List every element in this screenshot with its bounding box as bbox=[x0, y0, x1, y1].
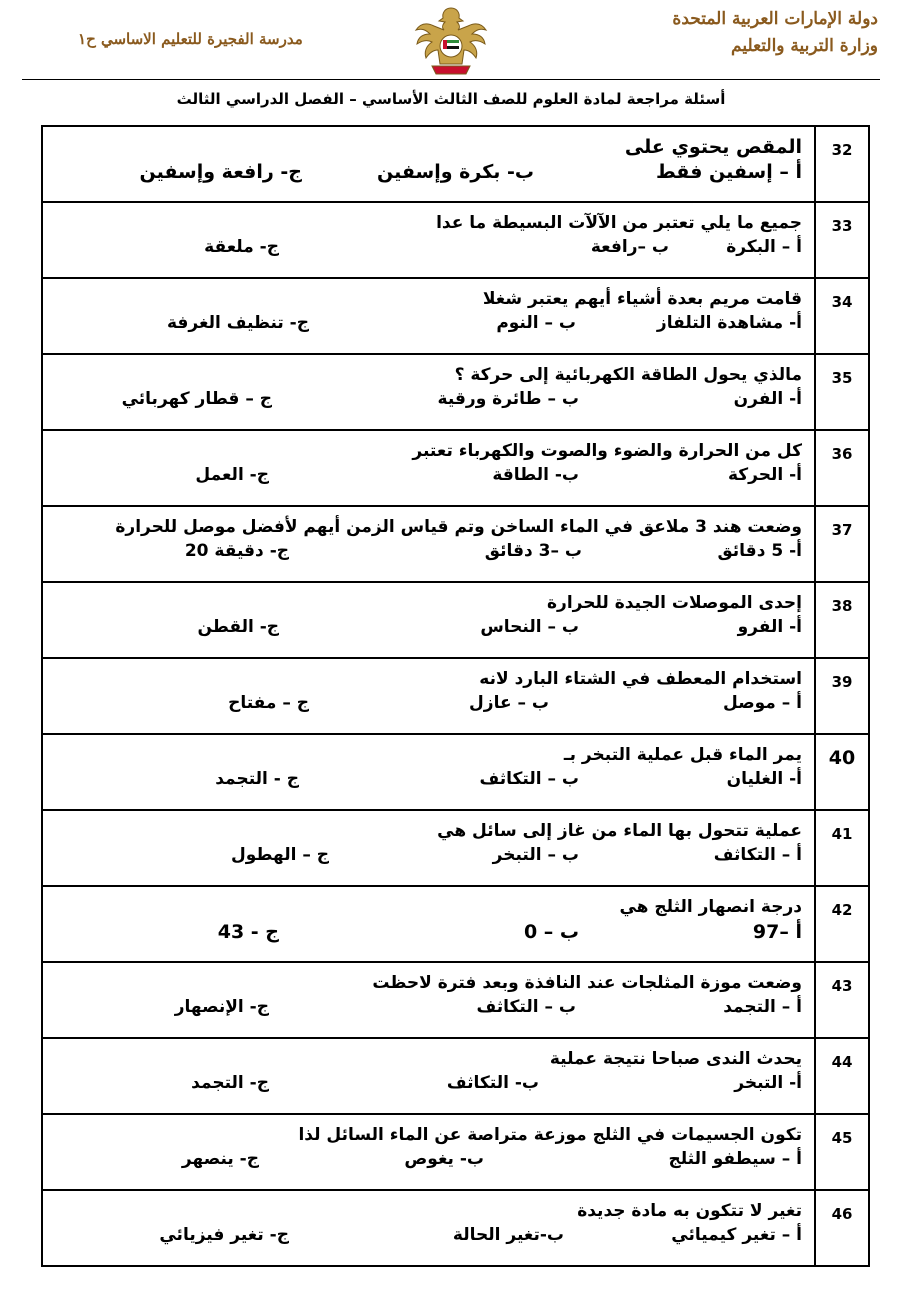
question-text: المقص يحتوي على bbox=[624, 136, 802, 158]
options-row bbox=[55, 1073, 802, 1103]
option-a: أ – موصل bbox=[723, 693, 802, 713]
question-cell bbox=[42, 582, 815, 658]
header-right bbox=[672, 6, 878, 60]
options-row bbox=[55, 1225, 802, 1255]
question-number: 34 bbox=[815, 278, 869, 354]
option-c: ج- الإنصهار bbox=[174, 997, 269, 1017]
option-b: ب – 0 bbox=[523, 921, 579, 943]
option-b: ب- التكاثف bbox=[446, 1073, 539, 1093]
table-row bbox=[42, 962, 869, 1038]
option-a: أ- الفرو bbox=[737, 617, 802, 637]
option-b: ب – النوم bbox=[496, 313, 576, 333]
ministry-name: وزارة التربية والتعليم bbox=[731, 36, 878, 56]
question-cell bbox=[42, 734, 815, 810]
option-a: أ- الفرن bbox=[733, 389, 802, 409]
question-cell bbox=[42, 126, 815, 202]
question-text: عملية تتحول بها الماء من غاز إلى سائل هي bbox=[437, 821, 802, 841]
option-b: ب – النحاس bbox=[480, 617, 579, 637]
question-text: وضعت هند 3 ملاعق في الماء الساخن وتم قياس الزمن أيهم لأفضل موصل للحرارة bbox=[115, 517, 802, 537]
option-c: ج- رافعة وإسفين bbox=[139, 161, 302, 183]
table-row bbox=[42, 430, 869, 506]
question-text: درجة انصهار الثلج هي bbox=[619, 897, 802, 917]
country-name: دولة الإمارات العربية المتحدة bbox=[672, 9, 878, 29]
option-a: أ – تغير كيميائي bbox=[671, 1225, 802, 1245]
question-number: 39 bbox=[815, 658, 869, 734]
question-number: 45 bbox=[815, 1114, 869, 1190]
option-b: ب- الطاقة bbox=[492, 465, 579, 485]
option-b: ب –رافعة bbox=[590, 237, 669, 257]
option-c: ج- ينصهر bbox=[181, 1149, 259, 1169]
option-c: ج- تنظيف الغرفة bbox=[166, 313, 309, 333]
option-b: ب – طائرة ورقية bbox=[437, 389, 579, 409]
uae-emblem-icon bbox=[412, 4, 490, 78]
table-row bbox=[42, 658, 869, 734]
options-row bbox=[55, 693, 802, 723]
question-text: مالذي يحول الطاقة الكهربائية إلى حركة ؟ bbox=[454, 365, 802, 385]
options-row bbox=[55, 617, 802, 647]
question-number: 32 bbox=[815, 126, 869, 202]
question-number: 33 bbox=[815, 202, 869, 278]
question-cell bbox=[42, 1190, 815, 1266]
question-cell bbox=[42, 278, 815, 354]
question-text: يمر الماء قبل عملية التبخر بـ bbox=[563, 745, 802, 765]
table-row bbox=[42, 278, 869, 354]
question-cell bbox=[42, 506, 815, 582]
question-text: استخدام المعطف في الشتاء البارد لانه bbox=[479, 669, 802, 689]
option-a: أ – التكاثف bbox=[713, 845, 802, 865]
options-row bbox=[55, 921, 802, 951]
options-row bbox=[55, 541, 802, 571]
options-row bbox=[55, 313, 802, 343]
option-b: ب –3 دقائق bbox=[484, 541, 582, 561]
option-b: ب-تغير الحالة bbox=[452, 1225, 564, 1245]
option-a: أ- الغليان bbox=[726, 769, 802, 789]
option-c: ج - 43 bbox=[217, 921, 279, 943]
option-c: ج- دقيقة 20 bbox=[184, 541, 289, 561]
option-b: ب- يغوص bbox=[404, 1149, 484, 1169]
option-c: ج- ملعقة bbox=[204, 237, 279, 257]
options-row bbox=[55, 465, 802, 495]
table-row bbox=[42, 810, 869, 886]
option-b: ب – التبخر bbox=[492, 845, 579, 865]
option-c: ج - التجمد bbox=[215, 769, 299, 789]
question-cell bbox=[42, 658, 815, 734]
question-cell bbox=[42, 1114, 815, 1190]
question-text: إحدى الموصلات الجيدة للحرارة bbox=[547, 593, 802, 613]
options-row bbox=[55, 1149, 802, 1179]
table-row bbox=[42, 1190, 869, 1266]
option-a: أ- الحركة bbox=[727, 465, 802, 485]
table-row bbox=[42, 506, 869, 582]
question-number: 41 bbox=[815, 810, 869, 886]
option-c: ج – قطار كهربائي bbox=[121, 389, 272, 409]
question-number: 40 bbox=[815, 734, 869, 810]
table-row bbox=[42, 886, 869, 962]
options-row bbox=[55, 389, 802, 419]
option-c: ج- العمل bbox=[195, 465, 269, 485]
options-row bbox=[55, 161, 802, 191]
header-divider bbox=[22, 79, 880, 80]
question-number: 42 bbox=[815, 886, 869, 962]
option-b: ب – التكاثف bbox=[476, 997, 576, 1017]
question-text: يحدث الندى صباحا نتيجة عملية bbox=[549, 1049, 802, 1069]
question-cell bbox=[42, 354, 815, 430]
question-cell bbox=[42, 430, 815, 506]
question-number: 35 bbox=[815, 354, 869, 430]
option-c: ج – الهطول bbox=[231, 845, 329, 865]
option-a: أ- 5 دقائق bbox=[717, 541, 802, 561]
question-number: 43 bbox=[815, 962, 869, 1038]
options-row bbox=[55, 845, 802, 875]
option-c: ج- تغير فيزيائي bbox=[159, 1225, 289, 1245]
option-b: ب- بكرة وإسفين bbox=[377, 161, 534, 183]
question-number: 38 bbox=[815, 582, 869, 658]
option-c: ج- القطن bbox=[197, 617, 279, 637]
question-cell bbox=[42, 962, 815, 1038]
question-text: وضعت موزة المثلجات عند النافذة وبعد فترة لاحظت bbox=[372, 973, 802, 993]
question-number: 46 bbox=[815, 1190, 869, 1266]
options-row bbox=[55, 237, 802, 267]
question-number: 44 bbox=[815, 1038, 869, 1114]
question-cell bbox=[42, 202, 815, 278]
question-cell bbox=[42, 1038, 815, 1114]
question-number: 36 bbox=[815, 430, 869, 506]
question-text: كل من الحرارة والضوء والصوت والكهرباء تعتبر bbox=[412, 441, 802, 461]
option-a: أ- التبخر bbox=[734, 1073, 802, 1093]
page-title: أسئلة مراجعة لمادة العلوم للصف الثالث الأساسي – الفصل الدراسي الثالث bbox=[176, 90, 726, 108]
option-a: أ – التجمد bbox=[723, 997, 802, 1017]
table-row bbox=[42, 1114, 869, 1190]
option-a: أ – إسفين فقط bbox=[655, 161, 802, 183]
question-number: 37 bbox=[815, 506, 869, 582]
option-c: ج – مفتاح bbox=[228, 693, 309, 713]
table-row bbox=[42, 1038, 869, 1114]
question-text: جميع ما يلي تعتبر من الآلآت البسيطة ما عدا bbox=[436, 213, 802, 233]
school-name: مدرسة الفجيرة للتعليم الاساسي ح١ bbox=[78, 30, 303, 48]
table-row bbox=[42, 126, 869, 202]
options-row bbox=[55, 997, 802, 1027]
question-text: قامت مريم بعدة أشياء أيهم يعتبر شغلا bbox=[482, 289, 802, 309]
question-cell bbox=[42, 810, 815, 886]
option-b: ب – عازل bbox=[469, 693, 549, 713]
option-a: أ –97 bbox=[752, 921, 802, 943]
option-a: أ- مشاهدة التلفاز bbox=[656, 313, 802, 333]
table-row bbox=[42, 202, 869, 278]
question-cell bbox=[42, 886, 815, 962]
table-row bbox=[42, 734, 869, 810]
options-row bbox=[55, 769, 802, 799]
questions-table bbox=[41, 125, 870, 1267]
question-text: تغير لا تتكون به مادة جديدة bbox=[577, 1201, 802, 1221]
table-row bbox=[42, 354, 869, 430]
option-b: ب – التكاثف bbox=[479, 769, 579, 789]
table-row bbox=[42, 582, 869, 658]
option-c: ج- التجمد bbox=[191, 1073, 269, 1093]
option-a: أ – البكرة bbox=[726, 237, 802, 257]
question-text: تكون الجسيمات في الثلج موزعة متراصة عن الماء السائل لذا bbox=[298, 1125, 802, 1145]
option-a: أ – سيطفو الثلج bbox=[668, 1149, 802, 1169]
